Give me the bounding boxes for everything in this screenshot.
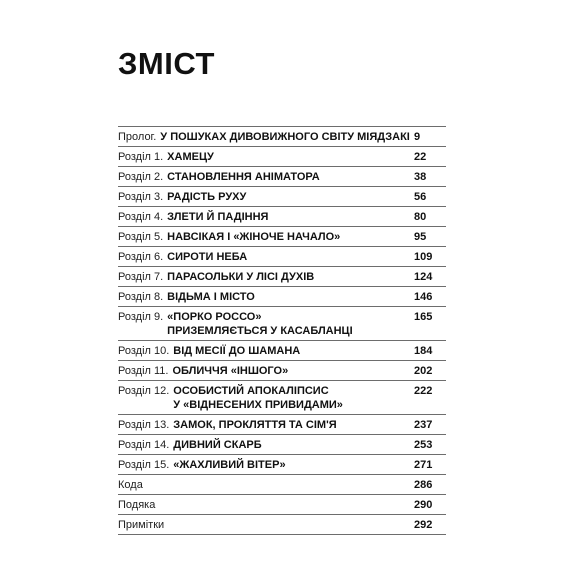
toc-entry-page: 222: [414, 385, 433, 397]
toc-entry-page: 38: [414, 171, 427, 183]
toc-entry-label: Кода: [118, 479, 143, 491]
toc-entry-label: Примітки: [118, 519, 165, 531]
toc-entry-page: 22: [414, 151, 427, 163]
toc-entry-chapter-12: [118, 381, 446, 415]
toc-entry-page: 165: [414, 311, 433, 323]
page-title: ЗМІСТ: [118, 46, 215, 81]
toc-entry-label: Розділ 10.: [118, 345, 170, 357]
toc-entry-page: 56: [414, 191, 427, 203]
toc-entry-chapter-9: [118, 307, 446, 341]
toc-entry-title: ОБЛИЧЧЯ «ІНШОГО»: [172, 365, 289, 377]
toc-entry-title: «ЖАХЛИВИЙ ВІТЕР»: [173, 459, 286, 471]
toc-entry-label: Розділ 8.: [118, 291, 164, 303]
toc-entry-label: Розділ 1.: [118, 151, 164, 163]
toc-entry-title: ЗЛЕТИ Й ПАДІННЯ: [167, 211, 269, 223]
toc-entry-page: 109: [414, 251, 433, 263]
toc-entry-page: 184: [414, 345, 433, 357]
table-of-contents: [118, 126, 446, 535]
toc-entry-title: СИРОТИ НЕБА: [167, 251, 248, 263]
toc-entry-page: 286: [414, 479, 433, 491]
toc-entry-page: 292: [414, 519, 433, 531]
toc-entry-label: Розділ 12.: [118, 385, 170, 397]
toc-entry-chapter-11: [118, 361, 446, 381]
toc-entry-chapter-14: [118, 435, 446, 455]
toc-entry-coda: [118, 475, 446, 495]
toc-entry-chapter-13: [118, 415, 446, 435]
toc-entry-label: Подяка: [118, 499, 156, 511]
toc-entry-chapter-2: [118, 167, 446, 187]
toc-entry-title: НАВСІКАЯ І «ЖІНОЧЕ НАЧАЛО»: [167, 231, 341, 243]
toc-entry-chapter-10: [118, 341, 446, 361]
toc-entry-notes: [118, 515, 446, 535]
toc-entry-label: Розділ 2.: [118, 171, 164, 183]
toc-entry-page: 80: [414, 211, 427, 223]
toc-entry-label: Розділ 3.: [118, 191, 164, 203]
toc-entry-title: ВІД МЕСІЇ ДО ШАМАНА: [173, 345, 301, 357]
toc-entry-title: ВІДЬМА І МІСТО: [167, 291, 255, 303]
toc-entry-chapter-4: [118, 207, 446, 227]
toc-entry-title: У ПОШУКАХ ДИВОВИЖНОГО СВІТУ МІЯДЗАКІ: [160, 131, 410, 143]
toc-entry-page: 9: [414, 131, 421, 143]
toc-entry-chapter-6: [118, 247, 446, 267]
toc-entry-page: 95: [414, 231, 427, 243]
toc-entry-chapter-5: [118, 227, 446, 247]
toc-entry-chapter-8: [118, 287, 446, 307]
toc-entry-label: Розділ 4.: [118, 211, 164, 223]
toc-entry-title: ДИВНИЙ СКАРБ: [173, 439, 262, 451]
toc-entry-title: СТАНОВЛЕННЯ АНІМАТОРА: [167, 171, 320, 183]
toc-entry-label: Розділ 9.: [118, 311, 164, 323]
toc-entry-title: ОСОБИСТИЙ АПОКАЛІПСИС У «ВІДНЕСЕНИХ ПРИВИДАМИ»: [173, 385, 343, 411]
toc-entry-chapter-15: [118, 455, 446, 475]
toc-entry-page: 253: [414, 439, 433, 451]
toc-entry-label: Розділ 13.: [118, 419, 170, 431]
toc-entry-chapter-1: [118, 147, 446, 167]
toc-entry-title: ЗАМОК, ПРОКЛЯТТЯ ТА СІМ'Я: [173, 419, 337, 431]
toc-entry-label: Розділ 14.: [118, 439, 170, 451]
toc-entry-title: «ПОРКО РОССО» ПРИЗЕМЛЯЄТЬСЯ У КАСАБЛАНЦІ: [167, 311, 353, 337]
toc-entry-page: 290: [414, 499, 433, 511]
toc-entry-label: Розділ 15.: [118, 459, 170, 471]
toc-entry-label: Пролог.: [118, 131, 157, 143]
toc-entry-label: Розділ 5.: [118, 231, 164, 243]
toc-entry-page: 271: [414, 459, 433, 471]
toc-entry-acknowledgements: [118, 495, 446, 515]
toc-entry-title: ПАРАСОЛЬКИ У ЛІСІ ДУХІВ: [167, 271, 315, 283]
toc-entry-label: Розділ 6.: [118, 251, 164, 263]
toc-entry-label: Розділ 11.: [118, 365, 169, 377]
toc-entry-label: Розділ 7.: [118, 271, 164, 283]
toc-entry-prologue: [118, 127, 446, 147]
toc-entry-page: 124: [414, 271, 433, 283]
toc-entry-page: 237: [414, 419, 433, 431]
toc-entry-page: 202: [414, 365, 433, 377]
toc-entry-title: ХАМЕЦУ: [167, 151, 214, 163]
toc-entry-title: РАДІСТЬ РУХУ: [167, 191, 247, 203]
toc-entry-chapter-7: [118, 267, 446, 287]
toc-entry-page: 146: [414, 291, 433, 303]
toc-entry-chapter-3: [118, 187, 446, 207]
